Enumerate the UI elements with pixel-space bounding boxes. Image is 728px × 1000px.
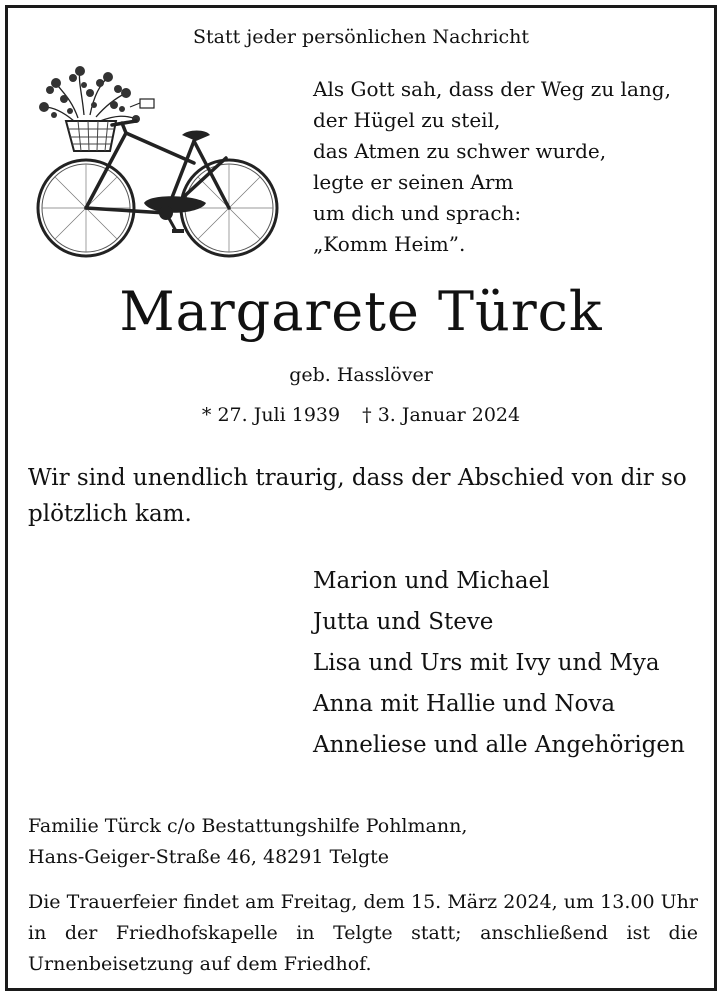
bicycle-with-flower-basket-icon (26, 63, 288, 263)
poem-line: das Atmen zu schwer wurde, (313, 139, 607, 163)
family-member: Anneliese und alle Angehörigen (313, 732, 685, 758)
birth-date: * 27. Juli 1939 (201, 404, 341, 426)
family-member: Marion und Michael (313, 568, 550, 594)
poem-line: legte er seinen Arm (313, 170, 514, 194)
poem-line: Als Gott sah, dass der Weg zu lang, (313, 77, 671, 101)
mourning-message: Wir sind unendlich traurig, dass der Abschied von dir so plötzlich kam. (28, 465, 687, 527)
address-line: Familie Türck c/o Bestattungshilfe Pohlmann, (28, 815, 468, 837)
life-dates (8, 404, 714, 426)
intro-line: Statt jeder persönlichen Nachricht (193, 26, 529, 48)
address-line: Hans-Geiger-Straße 46, 48291 Telgte (28, 846, 390, 868)
death-date: † 3. Januar 2024 (362, 404, 521, 426)
maiden-name: geb. Hasslöver (289, 364, 433, 386)
deceased-name: Margarete Türck (119, 280, 603, 343)
poem (313, 74, 671, 260)
family-member: Jutta und Steve (313, 609, 494, 635)
family-member: Anna mit Hallie und Nova (313, 691, 616, 717)
obituary-notice (5, 5, 717, 991)
service-info: Die Trauerfeier findet am Freitag, dem 15. März 2024, um 13.00 Uhr in der Friedhofskapelle in Telgte statt; anschließend ist die Urnenbeisetzung auf dem Friedhof. (28, 891, 698, 975)
poem-line: der Hügel zu steil, (313, 108, 501, 132)
family-list (313, 561, 685, 766)
contact-address (28, 811, 467, 873)
poem-line: „Komm Heim”. (313, 232, 466, 256)
family-member: Lisa und Urs mit Ivy und Mya (313, 650, 660, 676)
poem-line: um dich und sprach: (313, 201, 522, 225)
